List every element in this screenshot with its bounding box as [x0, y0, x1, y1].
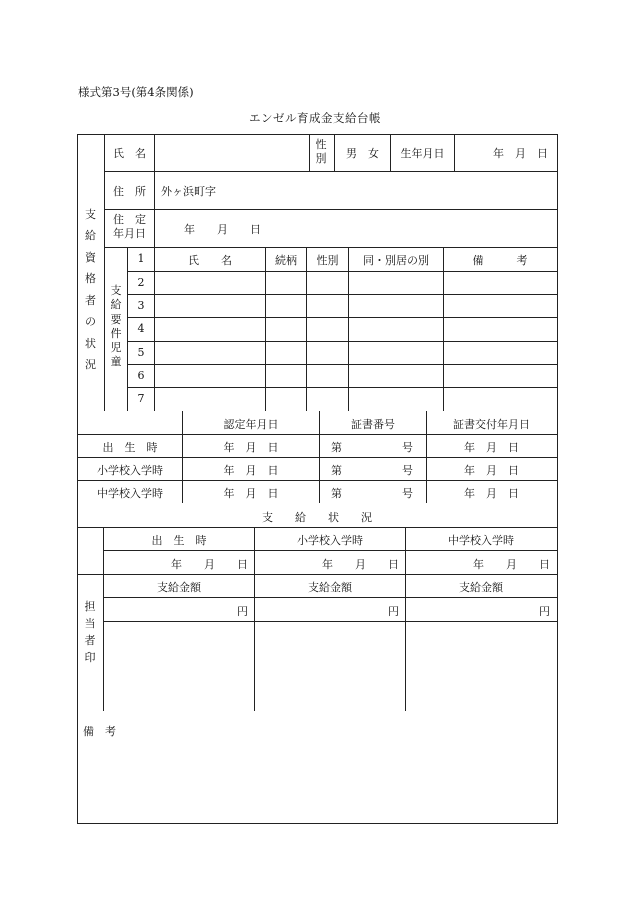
child-header-relation: 続柄 [275, 254, 297, 267]
settled-date-field[interactable]: 年 月 日 [184, 223, 261, 236]
cert-number-suffix: 号 [402, 464, 413, 477]
child-row-number: 4 [137, 322, 145, 335]
amount-label: 支給金額 [157, 581, 201, 594]
cert-number-suffix: 号 [402, 487, 413, 500]
recipient-block [77, 134, 558, 412]
cert-approved-date[interactable]: 年 月 日 [223, 464, 279, 477]
divider [77, 574, 103, 575]
child-header-remarks: 備 考 [472, 254, 528, 267]
certificate-block [77, 411, 558, 504]
recipient-section-label: 支給資格者の状況 [85, 208, 96, 372]
child-row-number: 2 [137, 276, 145, 289]
divider [103, 597, 557, 598]
payment-col-birth: 出 生 時 [151, 534, 207, 547]
amount-yen[interactable]: 円 [388, 605, 399, 618]
divider [104, 247, 557, 248]
payment-date[interactable]: 年 月 日 [473, 558, 550, 571]
child-header-sex: 性別 [316, 254, 339, 267]
stamp-area-junior[interactable] [406, 622, 556, 711]
stamp-area-birth[interactable] [104, 622, 254, 711]
child-row-number: 5 [137, 346, 145, 359]
cert-number-prefix: 第 [331, 487, 342, 500]
divider [127, 271, 557, 272]
divider [77, 527, 557, 528]
remarks-label: 備 考 [83, 725, 116, 738]
remarks-block [77, 711, 558, 825]
divider [103, 550, 557, 551]
settled-date-label: 住 定 年月日 [113, 213, 146, 241]
payment-date[interactable]: 年 月 日 [322, 558, 399, 571]
cert-issued-date[interactable]: 年 月 日 [464, 487, 519, 500]
divider [77, 434, 557, 435]
divider [127, 364, 557, 365]
children-section-label: 支給要件児童 [110, 284, 122, 369]
divider [104, 171, 557, 172]
birthdate-label: 生年月日 [400, 147, 445, 160]
divider [309, 134, 310, 171]
child-header-residence: 同・別居の別 [363, 254, 429, 267]
cert-row-label: 中学校入学時 [97, 487, 163, 500]
divider [127, 317, 557, 318]
name-label: 氏 名 [113, 147, 146, 160]
payment-date[interactable]: 年 月 日 [171, 558, 248, 571]
stamp-area-elementary[interactable] [255, 622, 405, 711]
divider [127, 341, 557, 342]
cert-issued-date[interactable]: 年 月 日 [464, 441, 519, 454]
divider [127, 387, 557, 388]
divider [127, 294, 557, 295]
payment-section-title: 支 給 状 況 [262, 511, 372, 524]
cert-number-prefix: 第 [331, 464, 342, 477]
child-row-number: 6 [137, 369, 145, 382]
stamp-label: 担当者印 [84, 600, 96, 665]
form-number: 様式第3号(第4条関係) [78, 85, 194, 99]
form-title: エンゼル育成金支給台帳 [249, 111, 381, 125]
amount-yen[interactable]: 円 [237, 605, 248, 618]
sex-options[interactable]: 男 女 [346, 147, 379, 160]
cert-issued-date[interactable]: 年 月 日 [464, 464, 519, 477]
payment-col-elementary: 小学校入学時 [297, 534, 363, 547]
amount-label: 支給金額 [308, 581, 352, 594]
child-row-number: 1 [137, 252, 145, 265]
cert-approved-date[interactable]: 年 月 日 [223, 441, 279, 454]
name-field[interactable] [155, 135, 309, 171]
divider [77, 457, 557, 458]
payment-col-junior: 中学校入学時 [448, 534, 514, 547]
child-row-number: 7 [137, 392, 145, 405]
address-field[interactable]: 外ヶ浜町字 [161, 185, 216, 198]
divider [104, 209, 557, 210]
birthdate-value[interactable]: 年 月 日 [493, 147, 548, 160]
cert-number-suffix: 号 [402, 441, 413, 454]
divider [77, 480, 557, 481]
payment-block [77, 503, 558, 712]
remarks-field[interactable] [83, 743, 549, 819]
sex-label: 性別 [315, 138, 327, 165]
divider [103, 574, 557, 575]
amount-label: 支給金額 [459, 581, 503, 594]
cert-header-number: 証書番号 [351, 418, 395, 431]
child-row-number: 3 [137, 299, 145, 312]
child-header-name: 氏 名 [188, 254, 232, 267]
cert-number-prefix: 第 [331, 441, 342, 454]
cert-approved-date[interactable]: 年 月 日 [223, 487, 279, 500]
cert-row-label: 小学校入学時 [97, 464, 163, 477]
cert-header-issued: 証書交付年月日 [453, 418, 530, 431]
cert-row-label: 出 生 時 [102, 441, 158, 454]
cert-header-approved: 認定年月日 [223, 418, 279, 431]
address-label: 住 所 [113, 185, 146, 198]
amount-yen[interactable]: 円 [539, 605, 550, 618]
